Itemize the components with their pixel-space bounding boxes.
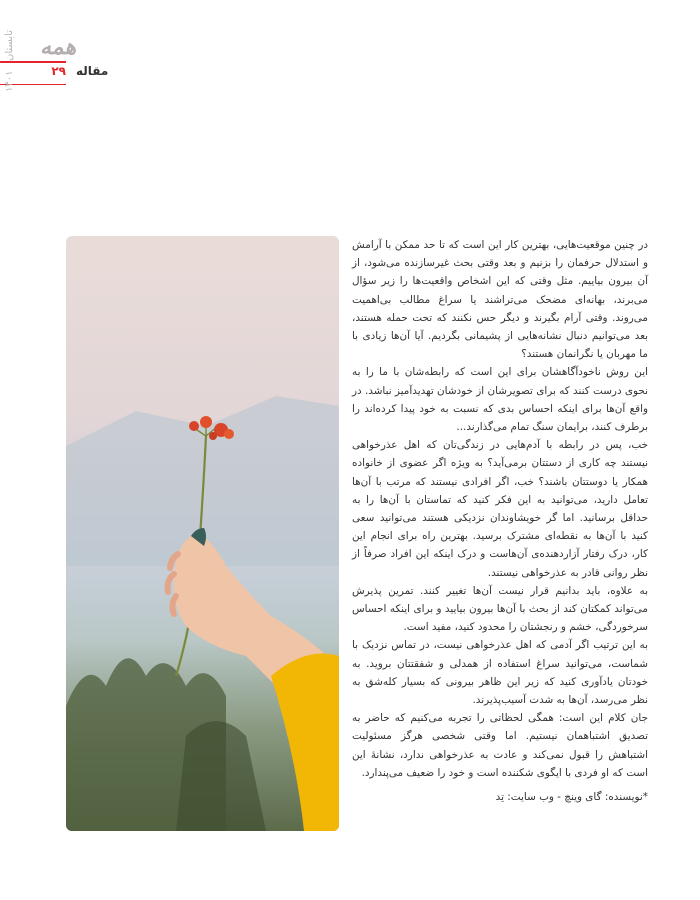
article-paragraph: به علاوه، باید بدانیم قرار نیست آن‌ها تغییر کنند. تمرین پذیرش می‌تواند کمکتان کند از بحث با آن‌ها بیرون بیایید و برای اینکه احساس سرخوردگی، خشم و رنجشتان را محدود کنید، مفید است. xyxy=(352,584,648,634)
article-paragraph: به این ترتیب اگر آدمی که اهل عذرخواهی نیست، در تماس نزدیک با شماست، می‌توانید سراغ استفاده از همدلی و شفقتتان بروید. به خودتان یادآوری کنید که زیر این ظاهر بیرونی که بسیار کله‌شق به نظر می‌رسد، آن‌ها به شدت آسیب‌پذیرند. xyxy=(352,639,648,707)
issue-label xyxy=(4,30,15,130)
article-body xyxy=(352,236,648,782)
article-paragraph: جان کلام این است: همگی لحظاتی را تجربه می‌کنیم که حاضر به تصدیق اشتباهمان نیستیم. اما وقتی شخصی هرگز مسئولیت اشتباهش را قبول نمی‌کند و عادت به عذرخواهی ندارد، نشانهٔ این است که او فردی با ایگوی شکننده است و خود را ضعیف می‌پندارد. xyxy=(352,712,648,779)
author-footnote: *نویسنده: گای وینچ - وب سایت: تِد xyxy=(495,791,648,803)
issue-year: ۱۴۰۱ xyxy=(4,70,15,92)
article-paragraph: خب، پس در رابطه با آدم‌هایی در زندگی‌تان که اهل عذرخواهی نیستند چه کاری از دستتان برمی‌آید؟ به ویژه اگر عضوی از خانواده همکار یا دوستتان باشند؟ خب، اگر افرادی نیستند که مرتب با آن‌ها تعامل دارید، می‌توانید به این فکر کنید که تماستان با آن‌ها را به حداقل برسانید. اما گر خویشاوندان نزدیکی هستند می‌توانید سعی کنید با آن‌ها به نقطه‌ای مشترک برسید. بهترین راه برای انجام این کار، درک رفتار آزاردهنده‌ی آن‌هاست و درک اینکه این افراد صرفاً از نظر روانی قادر به عذرخواهی نیستند. xyxy=(352,439,648,579)
page-number: ۲۹ xyxy=(51,64,66,78)
hand-holding-flower-photo xyxy=(66,236,339,831)
article-paragraph: در چنین موقعیت‌هایی، بهترین کار این است که تا حد ممکن با آرامش و استدلال حرفمان را بزنیم و بعد وقتی بحث غیرسازنده می‌شود، از آن بیرون بیاییم. مثل وقتی که این اشخاص واقعیت‌ها را زیر سؤال می‌برند، بهانه‌ای مضحک می‌تراشند یا سراغ مطالب بی‌اهمیت می‌روند. وقتی آرام بگیرند و دیگر حس نکنند که تحت حمله هستند، بعد می‌توانیم دنبال نشانه‌هایی از پشیمانی بگردیم. آیا آن‌ها زیادی با ما مهربان یا نگرانمان هستند؟ xyxy=(352,239,648,361)
magazine-logo: همه xyxy=(40,34,77,60)
article-paragraph: این روش ناخودآگاهشان برای این است که رابطه‌شان با ما را به نحوی درست کنند که برای تصویرشان از خودشان تهدیدآمیز نباشد. در واقع آن‌ها برای اینکه احساس بدی که نسبت به خود پیدا کرده‌اند را برطرف کنند، برایمان سنگ تمام می‌گذارند... xyxy=(352,366,648,434)
issue-season: تابستان xyxy=(4,30,15,61)
section-label: مقاله xyxy=(76,64,109,78)
